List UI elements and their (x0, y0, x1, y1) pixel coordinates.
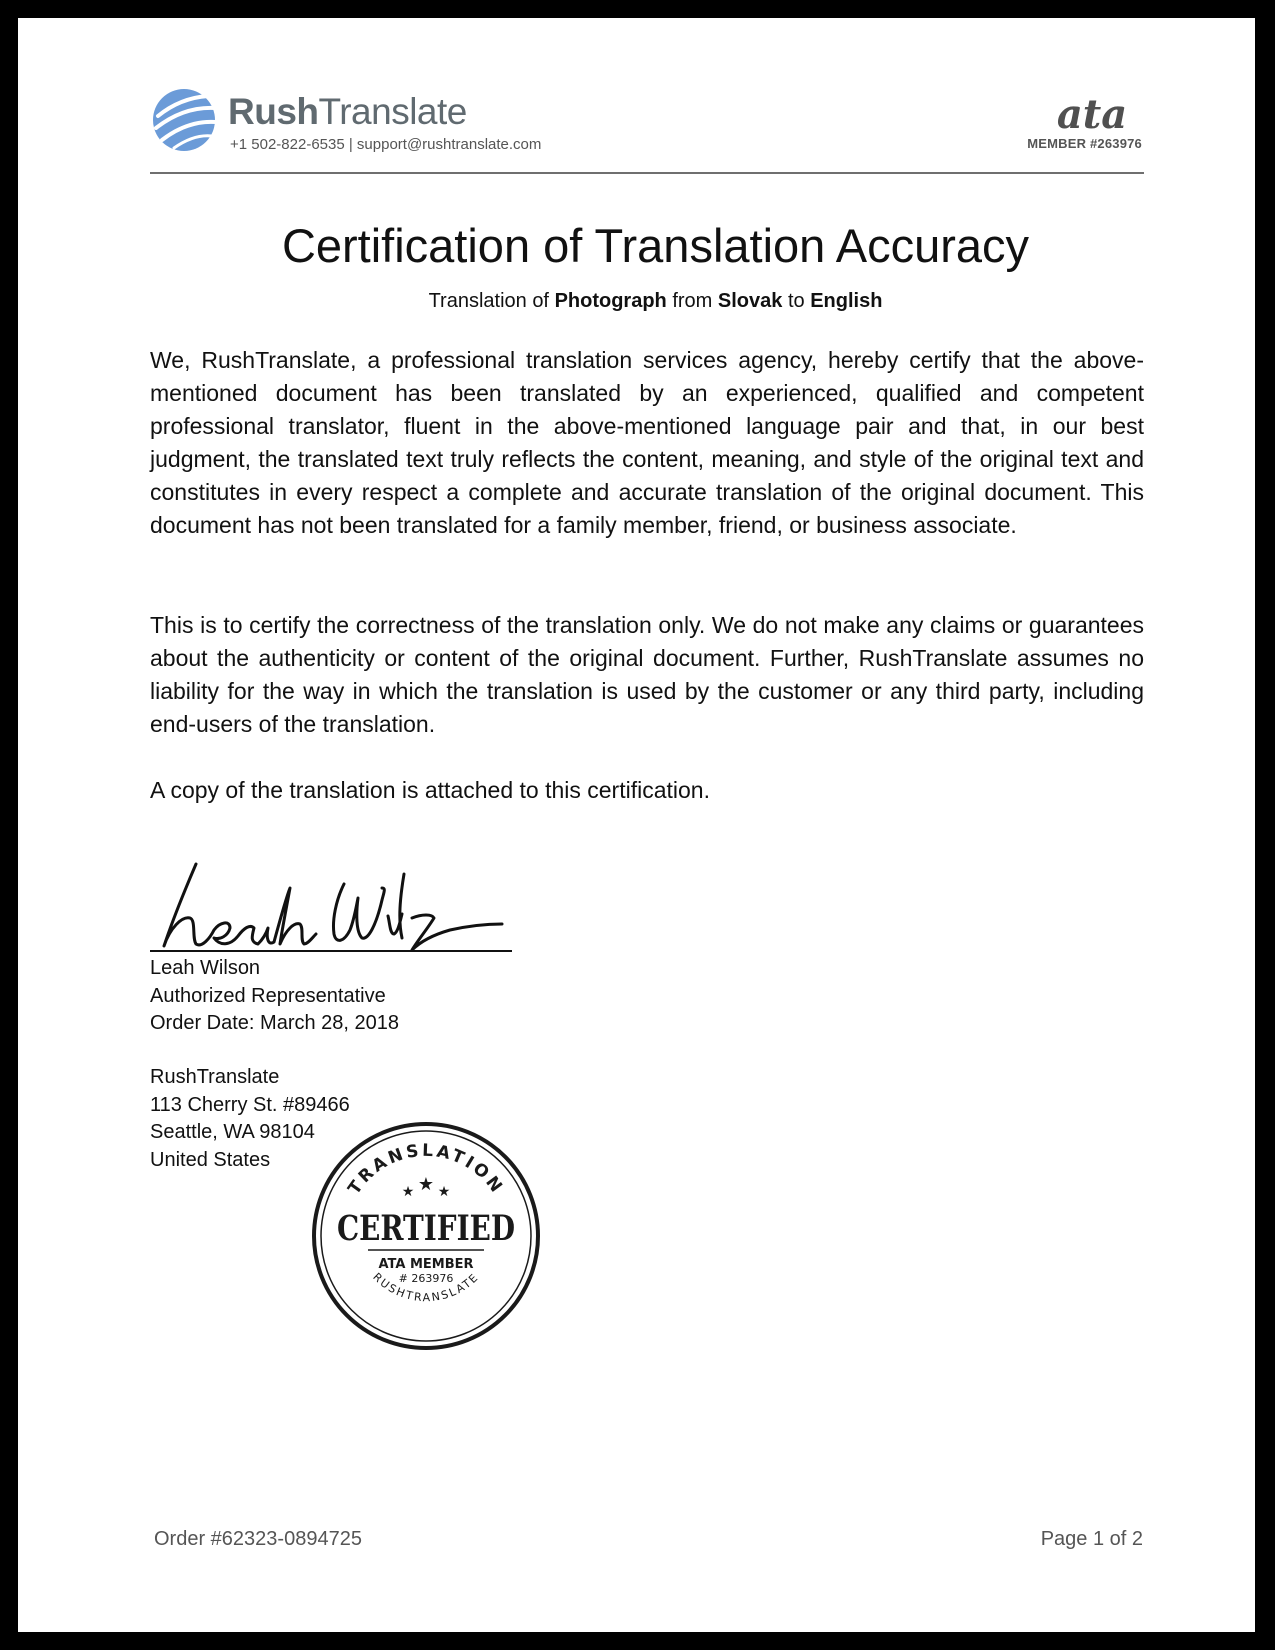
signer-block (150, 955, 399, 1038)
source-language: Slovak (717, 290, 783, 312)
address-city: Seattle, WA 98104 (150, 1121, 315, 1143)
star-icon: ★ (401, 1183, 415, 1199)
ata-logo-text: ata (1056, 91, 1128, 138)
certificate-page (18, 18, 1255, 1632)
seal-member-text: ATA MEMBER (378, 1257, 474, 1272)
handwritten-signature (150, 858, 514, 954)
seal-certified-text: CERTIFIED (337, 1208, 515, 1249)
order-number: Order #62323-0894725 (154, 1528, 362, 1550)
signer-name: Leah Wilson (150, 957, 261, 979)
signer-role: Authorized Representative (150, 984, 386, 1007)
attachment-note: A copy of the translation is attached to this certification. (150, 777, 710, 803)
rushtranslate-logo-icon (150, 86, 220, 152)
address-company: RushTranslate (150, 1066, 280, 1088)
target-language: English (810, 290, 883, 312)
brand-name-bold: Rush (228, 91, 319, 132)
star-icon: ★ (417, 1174, 435, 1194)
brand-name (228, 92, 467, 132)
disclaimer-paragraph: This is to certify the correctness of the translation only. We do not make any claims or guarantees about the authenticity or content of the original document. Further, RushTranslate assumes no liability for the way in which the translation is used by the customer or any third party, including end-users of the translation. (150, 612, 1144, 737)
document-type: Photograph (554, 290, 667, 312)
certified-translation-seal (308, 1118, 544, 1354)
order-date: Order Date: March 28, 2018 (150, 1012, 400, 1034)
address-street: 113 Cherry St. #89466 (150, 1093, 350, 1116)
signature-line (150, 950, 512, 952)
subtitle-prefix: Translation of (428, 290, 555, 312)
page-number: Page 1 of 2 (1040, 1528, 1143, 1550)
seal-bottom-text: RUSHTRANSLATE (370, 1270, 482, 1305)
subtitle-to: to (782, 290, 811, 312)
brand-contact: +1 502-822-6535 | support@rushtranslate.com (230, 136, 542, 153)
seal-top-text: TRANSLATION (344, 1140, 508, 1199)
page-title: Certification of Translation Accuracy (281, 219, 1030, 272)
seal-number-text: # 263976 (398, 1272, 454, 1285)
brand-name-light: Translate (318, 91, 467, 132)
letterhead (150, 70, 1144, 174)
star-icon: ★ (437, 1183, 451, 1199)
translation-subtitle (18, 288, 1275, 314)
ata-member-number: MEMBER #263976 (1027, 136, 1142, 151)
address-country: United States (150, 1148, 271, 1171)
certification-paragraph: We, RushTranslate, a professional translation services agency, hereby certify that the above-mentioned document has been translated by an experienced, qualified and competent professional translator, fluent in the above-mentioned language pair and that, in our best judgment, the translated text truly reflects the content, meaning, and style of the original text and constitutes in every respect a complete and accurate translation of the original document. This document has not been translated for a family member, friend, or business associate. (150, 347, 1144, 538)
subtitle-from: from (666, 290, 718, 312)
